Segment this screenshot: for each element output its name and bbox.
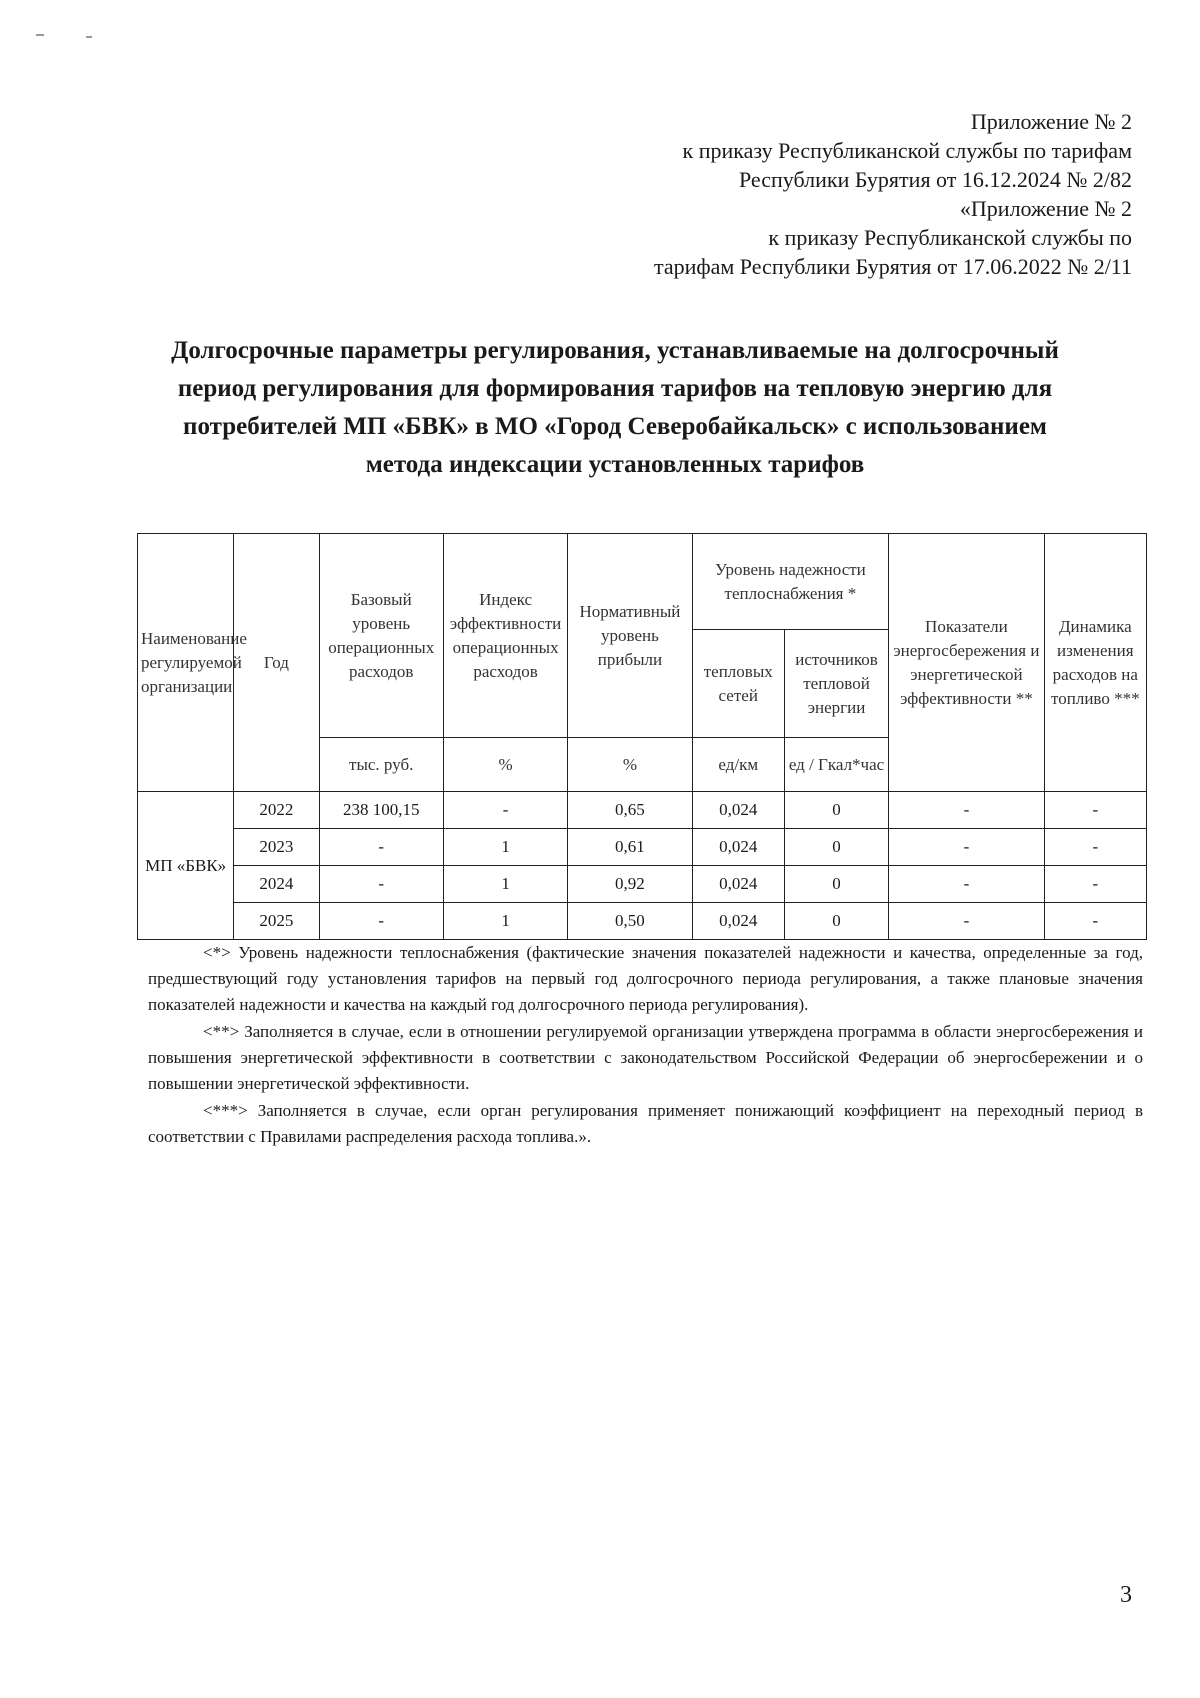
header-line: Республики Бурятия от 16.12.2024 № 2/82 [738, 167, 1132, 192]
cell-sources: 0 [784, 792, 888, 829]
header-reliability: Уровень надежности теплоснабжения * [692, 534, 889, 630]
cell-year: 2022 [234, 792, 319, 829]
cell-networks: 0,024 [692, 866, 784, 903]
cell-index: 1 [443, 866, 567, 903]
header-energy: Показатели энергосбережения и энергетической эффективности ** [889, 534, 1044, 792]
table-row [138, 792, 1147, 829]
cell-fuel: - [1044, 903, 1146, 940]
document-title: Долгосрочные параметры регулирования, устанавливаемые на долгосрочный период регулирования для формирования тарифов на тепловую энергию для потребителей МП «БВК» в МО «Город Северобайкальск» с использованием метода индексации установленных тарифов [171, 337, 1059, 478]
parameters-table [137, 533, 1147, 940]
header-index: Индекс эффективности операционных расходов [443, 534, 567, 738]
table-row [138, 903, 1147, 940]
scan-artifact [36, 34, 44, 36]
cell-energy: - [889, 829, 1044, 866]
cell-sources: 0 [784, 829, 888, 866]
header-networks: тепловых сетей [692, 630, 784, 738]
cell-year: 2023 [234, 829, 319, 866]
page-number: 3 [1120, 1582, 1132, 1608]
scan-artifact [86, 36, 92, 38]
cell-fuel: - [1044, 829, 1146, 866]
header-line: «Приложение № 2 [959, 196, 1132, 221]
table-row [138, 866, 1147, 903]
unit-base: тыс. руб. [319, 738, 443, 792]
cell-networks: 0,024 [692, 829, 784, 866]
cell-profit: 0,50 [568, 903, 692, 940]
unit-profit: % [568, 738, 692, 792]
cell-base: 238 100,15 [319, 792, 443, 829]
organization-cell: МП «БВК» [138, 792, 234, 940]
cell-year: 2024 [234, 866, 319, 903]
table-row [138, 829, 1147, 866]
cell-fuel: - [1044, 866, 1146, 903]
cell-energy: - [889, 866, 1044, 903]
footnote-energy-saving: <**> Заполняется в случае, если в отношении регулируемой организации утверждена программа в области энергосбережения и повышения энергетической эффективности в соответствии с законодательством Российской Федерации об энергосбережении и о повышении энергетической эффективности. [148, 1022, 1143, 1093]
header-line: тарифам Республики Бурятия от 17.06.2022 № 2/11 [653, 254, 1132, 279]
footnote-fuel: <***> Заполняется в случае, если орган регулирования применяет понижающий коэффициент на переходный период в соответствии с Правилами распределения расхода топлива.». [148, 1101, 1143, 1146]
cell-index: 1 [443, 829, 567, 866]
cell-fuel: - [1044, 792, 1146, 829]
header-sources: источников тепловой энергии [784, 630, 888, 738]
unit-sources: ед / Гкал*час [784, 738, 888, 792]
cell-year: 2025 [234, 903, 319, 940]
header-line: к приказу Республиканской службы по тарифам [682, 138, 1132, 163]
cell-index: - [443, 792, 567, 829]
appendix-header [654, 107, 1132, 281]
footnote-reliability: <*> Уровень надежности теплоснабжения (фактические значения показателей надежности и качества, определенные за год, предшествующий году установления тарифов на первый год долгосрочного периода регулирования, а также плановые значения показателей надежности и качества на каждый год долгосрочного периода регулирования). [148, 943, 1143, 1014]
cell-profit: 0,92 [568, 866, 692, 903]
unit-index: % [443, 738, 567, 792]
cell-base: - [319, 866, 443, 903]
cell-profit: 0,65 [568, 792, 692, 829]
header-profit: Нормативный уровень прибыли [568, 534, 692, 738]
cell-base: - [319, 903, 443, 940]
cell-index: 1 [443, 903, 567, 940]
header-org: Наименование регулируемой организации [138, 534, 234, 792]
header-base: Базовый уровень операционных расходов [319, 534, 443, 738]
header-fuel: Динамика изменения расходов на топливо *** [1044, 534, 1146, 792]
header-year: Год [234, 534, 319, 792]
cell-networks: 0,024 [692, 903, 784, 940]
cell-base: - [319, 829, 443, 866]
cell-networks: 0,024 [692, 792, 784, 829]
footnotes [148, 940, 1143, 1151]
cell-energy: - [889, 903, 1044, 940]
cell-energy: - [889, 792, 1044, 829]
cell-profit: 0,61 [568, 829, 692, 866]
header-line: Приложение № 2 [970, 109, 1132, 134]
cell-sources: 0 [784, 866, 888, 903]
header-line: к приказу Республиканской службы по [768, 225, 1132, 250]
cell-sources: 0 [784, 903, 888, 940]
unit-networks: ед/км [692, 738, 784, 792]
